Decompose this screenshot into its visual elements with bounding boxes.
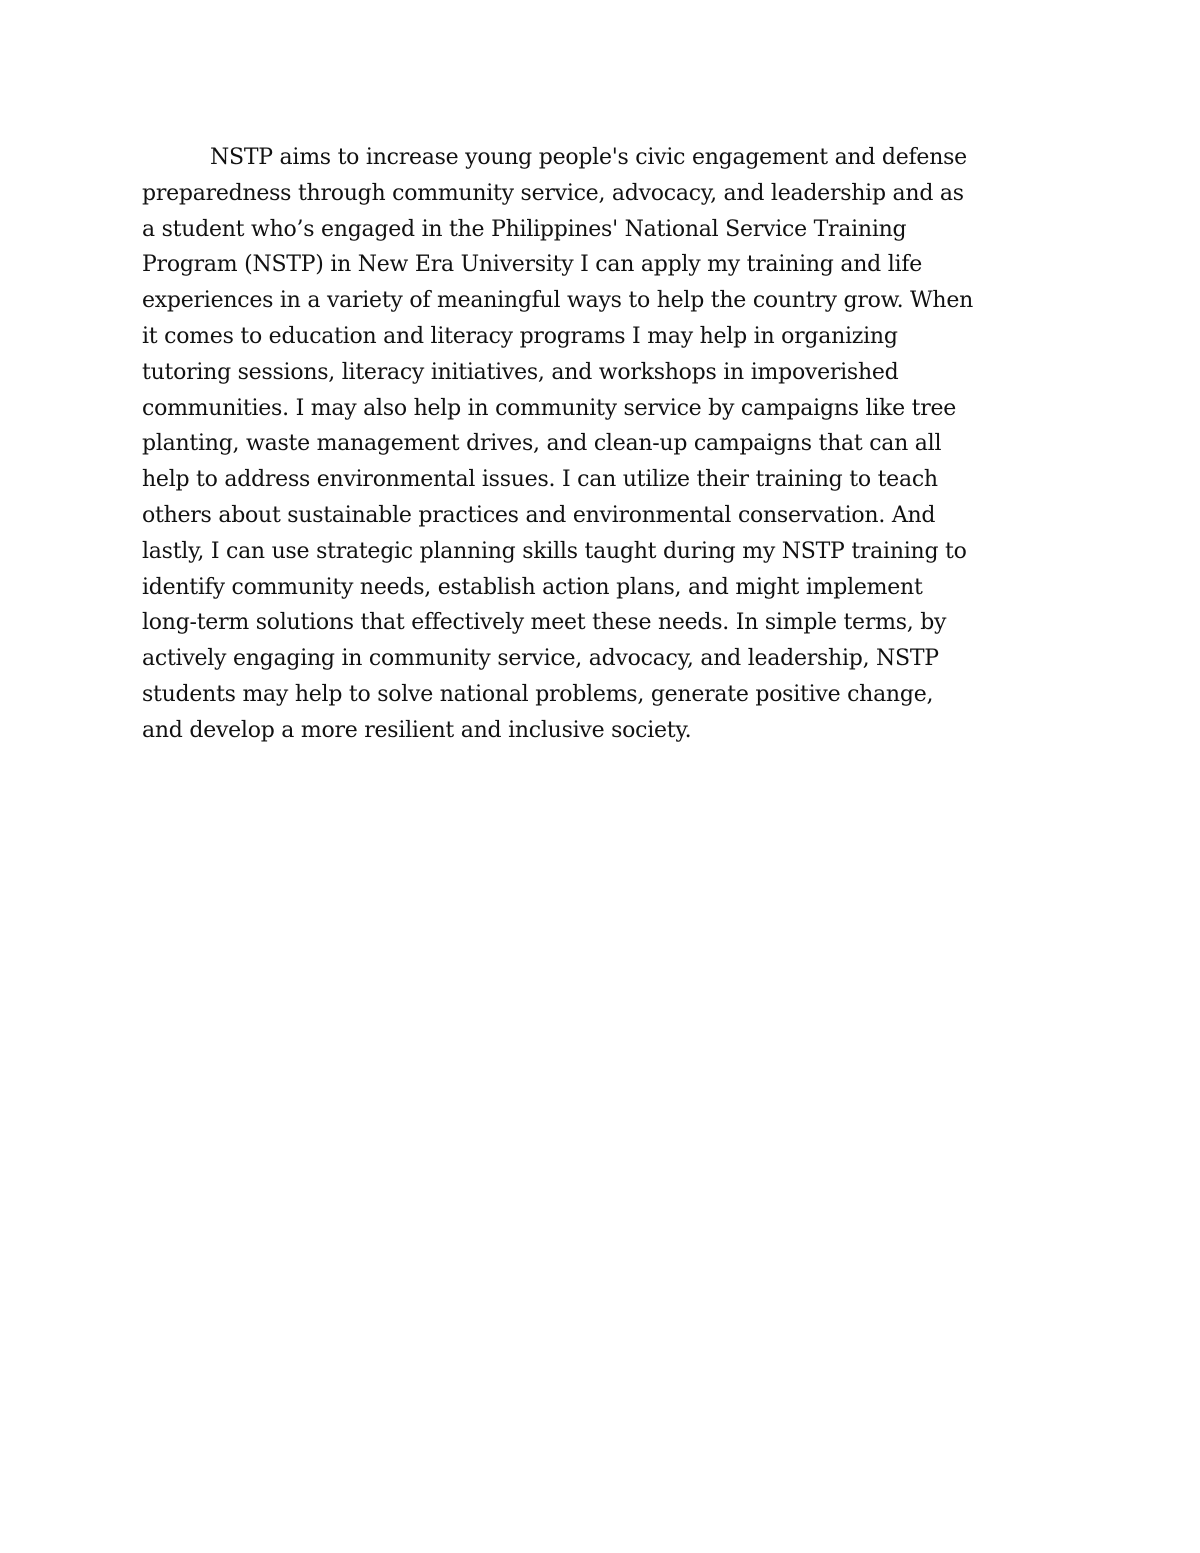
paragraph-line: identify community needs, establish action plans, and might implement xyxy=(142,574,923,600)
paragraph-line: NSTP aims to increase young people's civic engagement and defense xyxy=(210,145,967,170)
paragraph-line: preparedness through community service, advocacy, and leadership and as xyxy=(142,180,964,206)
paragraph-line: communities. I may also help in community service by campaigns like tree xyxy=(142,395,957,421)
essay-paragraph xyxy=(142,140,1062,749)
paragraph-line: planting, waste management drives, and clean-up campaigns that can all xyxy=(142,431,942,457)
paragraph-line: actively engaging in community service, advocacy, and leadership, NSTP xyxy=(142,646,939,672)
paragraph-line: help to address environmental issues. I can utilize their training to teach xyxy=(142,467,938,493)
paragraph-line: it comes to education and literacy programs I may help in organizing xyxy=(142,323,898,349)
paragraph-line: others about sustainable practices and environmental conservation. And xyxy=(142,502,936,528)
paragraph-line: students may help to solve national problems, generate positive change, xyxy=(142,681,934,707)
paragraph-line: long-term solutions that effectively meet these needs. In simple terms, by xyxy=(142,610,947,636)
paragraph-line: and develop a more resilient and inclusive society. xyxy=(142,717,692,743)
paragraph-line: experiences in a variety of meaningful ways to help the country grow. When xyxy=(142,288,974,314)
paragraph-line: Program (NSTP) in New Era University I can apply my training and life xyxy=(142,252,922,278)
paragraph-line: tutoring sessions, literacy initiatives, and workshops in impoverished xyxy=(142,359,899,385)
paragraph-line: a student who’s engaged in the Philippines' National Service Training xyxy=(142,216,907,242)
paragraph-line: lastly, I can use strategic planning skills taught during my NSTP training to xyxy=(142,538,967,564)
